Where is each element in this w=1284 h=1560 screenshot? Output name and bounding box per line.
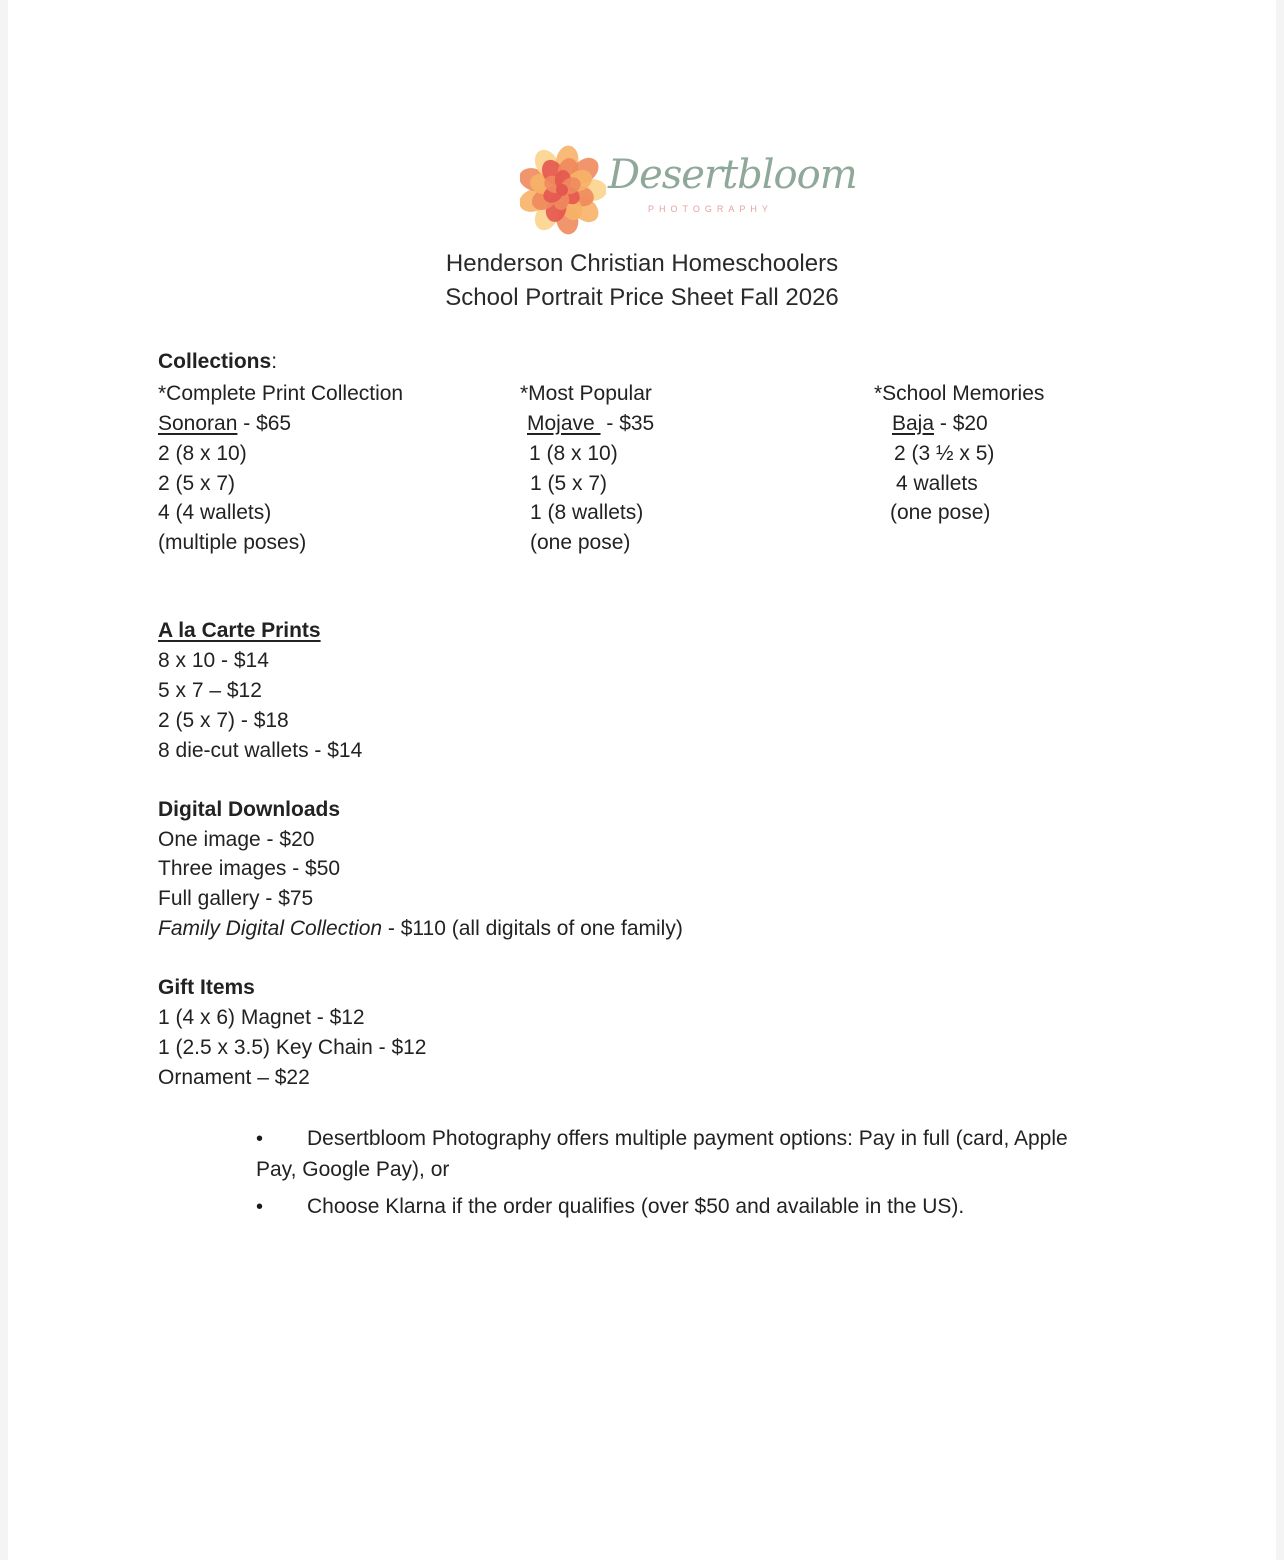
a-la-carte-item: 8 x 10 - $14 xyxy=(158,649,269,672)
digital-downloads-heading: Digital Downloads xyxy=(158,798,341,821)
gift-item: 1 (4 x 6) Magnet - $12 xyxy=(158,1006,365,1029)
collection-item: 2 (8 x 10) xyxy=(158,442,247,465)
bullet-icon: • xyxy=(256,1128,264,1150)
collection-item: 1 (8 wallets) xyxy=(530,501,644,524)
gift-items-heading: Gift Items xyxy=(158,976,255,999)
klarna-note: Choose Klarna if the order qualifies (over $50 and available in the US). xyxy=(307,1195,965,1218)
price-sheet-page xyxy=(8,0,1276,1560)
collection-baja: Baja - $20 xyxy=(892,412,988,435)
collection-item: 4 (4 wallets) xyxy=(158,501,272,524)
collection-item: 4 wallets xyxy=(896,472,978,495)
digital-item: Three images - $50 xyxy=(158,857,341,880)
gift-item: Ornament – $22 xyxy=(158,1066,310,1089)
logo-wordmark: Desertbloom xyxy=(608,152,857,198)
collection-mojave: Mojave - $35 xyxy=(527,412,655,435)
a-la-carte-item: 5 x 7 – $12 xyxy=(158,679,262,702)
collection-category-memories: *School Memories xyxy=(874,382,1045,405)
logo-flower-center xyxy=(556,184,568,196)
collection-item: 2 (3 ½ x 5) xyxy=(894,442,995,465)
gift-item: 1 (2.5 x 3.5) Key Chain - $12 xyxy=(158,1036,427,1059)
collection-sonoran: Sonoran - $65 xyxy=(158,412,292,435)
payment-options-line2: Pay, Google Pay), or xyxy=(256,1158,450,1181)
payment-options-line1: Desertbloom Photography offers multiple payment options: Pay in full (card, Apple xyxy=(307,1127,1068,1150)
document-title-line2: School Portrait Price Sheet Fall 2026 xyxy=(445,284,839,311)
collection-item: 2 (5 x 7) xyxy=(158,472,236,495)
digital-item: One image - $20 xyxy=(158,828,315,851)
collection-item: (one pose) xyxy=(890,501,991,524)
collections-heading: Collections: xyxy=(158,350,278,373)
family-digital-collection: Family Digital Collection - $110 (all digitals of one family) xyxy=(158,917,683,940)
collection-category-complete: *Complete Print Collection xyxy=(158,382,404,405)
collection-item: 1 (8 x 10) xyxy=(529,442,618,465)
a-la-carte-heading: A la Carte Prints xyxy=(158,619,321,642)
desertbloom-logo xyxy=(520,142,857,238)
logo-tagline: PHOTOGRAPHY xyxy=(648,204,773,214)
bullet-icon: • xyxy=(256,1196,264,1218)
collection-category-popular: *Most Popular xyxy=(520,382,652,405)
document-title-line1: Henderson Christian Homeschoolers xyxy=(445,250,839,277)
collection-item: (one pose) xyxy=(530,531,631,554)
collection-item: (multiple poses) xyxy=(158,531,307,554)
a-la-carte-item: 2 (5 x 7) - $18 xyxy=(158,709,289,732)
flower-logo-icon xyxy=(520,142,606,238)
a-la-carte-item: 8 die-cut wallets - $14 xyxy=(158,739,363,762)
collection-item: 1 (5 x 7) xyxy=(530,472,608,495)
digital-item: Full gallery - $75 xyxy=(158,887,314,910)
